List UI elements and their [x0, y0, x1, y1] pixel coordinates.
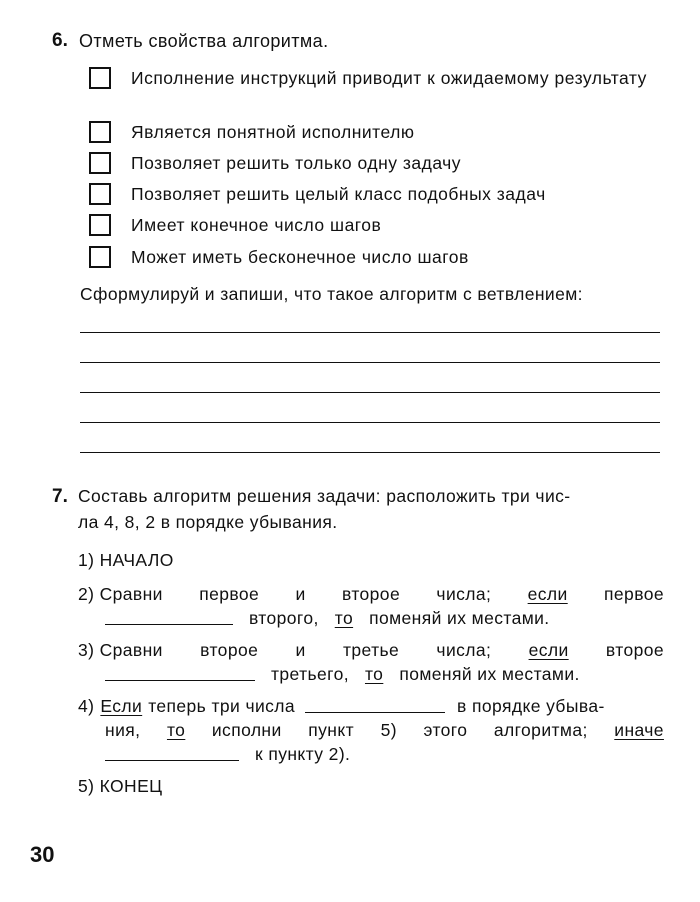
- word: числа;: [436, 640, 492, 660]
- option-label: Исполнение инструкций приводит к ожидаемому результату: [131, 68, 647, 88]
- keyword-else: иначе: [614, 720, 664, 740]
- answer-line[interactable]: [80, 392, 660, 393]
- task6-prompt: Отметь свойства алгоритма.: [79, 31, 329, 51]
- word: числа;: [436, 584, 492, 604]
- option-row[interactable]: [89, 121, 415, 143]
- option-label: Является понятной исполнителю: [131, 122, 415, 142]
- checkbox[interactable]: [89, 246, 111, 268]
- option-label: Может иметь бесконечное число шагов: [131, 247, 469, 267]
- option-row[interactable]: [89, 214, 381, 236]
- step-1: 1) НАЧАЛО: [78, 550, 174, 570]
- word: поменяй их местами.: [369, 608, 550, 628]
- answer-line[interactable]: [80, 452, 660, 453]
- word: этого: [423, 720, 468, 740]
- option-label: Позволяет решить только одну задачу: [131, 153, 462, 173]
- word: теперь три числа: [148, 696, 296, 716]
- word: третье: [342, 640, 400, 660]
- keyword-if: Если: [100, 696, 143, 716]
- keyword-then: то: [334, 608, 354, 628]
- word: ния,: [105, 720, 141, 740]
- page-number: 30: [30, 842, 55, 867]
- option-row[interactable]: [89, 152, 461, 174]
- checkbox[interactable]: [89, 214, 111, 236]
- keyword-if: если: [528, 640, 569, 660]
- keyword-then: то: [364, 664, 384, 684]
- step-3-line1: [78, 640, 664, 661]
- word: 4): [78, 696, 95, 716]
- write-prompt: Сформулируй и запиши, что такое алгоритм с ветвлением:: [80, 284, 583, 304]
- blank-field[interactable]: [105, 744, 239, 761]
- word: третьего,: [271, 664, 349, 684]
- word: второе: [200, 640, 259, 660]
- blank-field[interactable]: [105, 608, 233, 625]
- step-2-line2: [105, 608, 664, 629]
- word: 2) Сравни: [78, 584, 163, 604]
- option-row[interactable]: [89, 67, 663, 89]
- step-2-line1: [78, 584, 664, 605]
- checkbox[interactable]: [89, 183, 111, 205]
- option-row[interactable]: [89, 183, 546, 205]
- word: поменяй их местами.: [399, 664, 580, 684]
- word: исполни: [211, 720, 282, 740]
- word: 5): [380, 720, 397, 740]
- task7-prompt-line2: ла 4, 8, 2 в порядке убывания.: [78, 512, 338, 532]
- blank-field[interactable]: [305, 696, 445, 713]
- word: в порядке убыва-: [457, 696, 605, 716]
- option-label: Позволяет решить целый класс подобных задач: [131, 184, 546, 204]
- step-4-line2: [105, 720, 664, 741]
- answer-line[interactable]: [80, 422, 660, 423]
- word: второе: [605, 640, 664, 660]
- word: и: [295, 640, 306, 660]
- step-5: 5) КОНЕЦ: [78, 776, 163, 796]
- checkbox[interactable]: [89, 152, 111, 174]
- keyword-then: то: [166, 720, 186, 740]
- step-3-line2: [105, 664, 664, 685]
- task6-number: 6.: [52, 30, 68, 51]
- word: второго,: [249, 608, 319, 628]
- word: второе: [342, 584, 401, 604]
- answer-line[interactable]: [80, 362, 660, 363]
- option-label: Имеет конечное число шагов: [131, 215, 382, 235]
- word: первое: [604, 584, 664, 604]
- word: первое: [199, 584, 260, 604]
- word: к пункту 2).: [255, 744, 351, 764]
- option-row[interactable]: [89, 246, 469, 268]
- word: и: [295, 584, 306, 604]
- checkbox[interactable]: [89, 121, 111, 143]
- task7-prompt-line1: Составь алгоритм решения задачи: расположить три чис-: [78, 486, 571, 506]
- checkbox[interactable]: [89, 67, 111, 89]
- blank-field[interactable]: [105, 664, 255, 681]
- task7-number: 7.: [52, 486, 68, 507]
- word: алгоритма;: [493, 720, 588, 740]
- keyword-if: если: [527, 584, 568, 604]
- word: 3) Сравни: [78, 640, 163, 660]
- word: пункт: [308, 720, 355, 740]
- step-4-line3: [105, 744, 664, 765]
- answer-line[interactable]: [80, 332, 660, 333]
- step-4-line1: [78, 696, 664, 717]
